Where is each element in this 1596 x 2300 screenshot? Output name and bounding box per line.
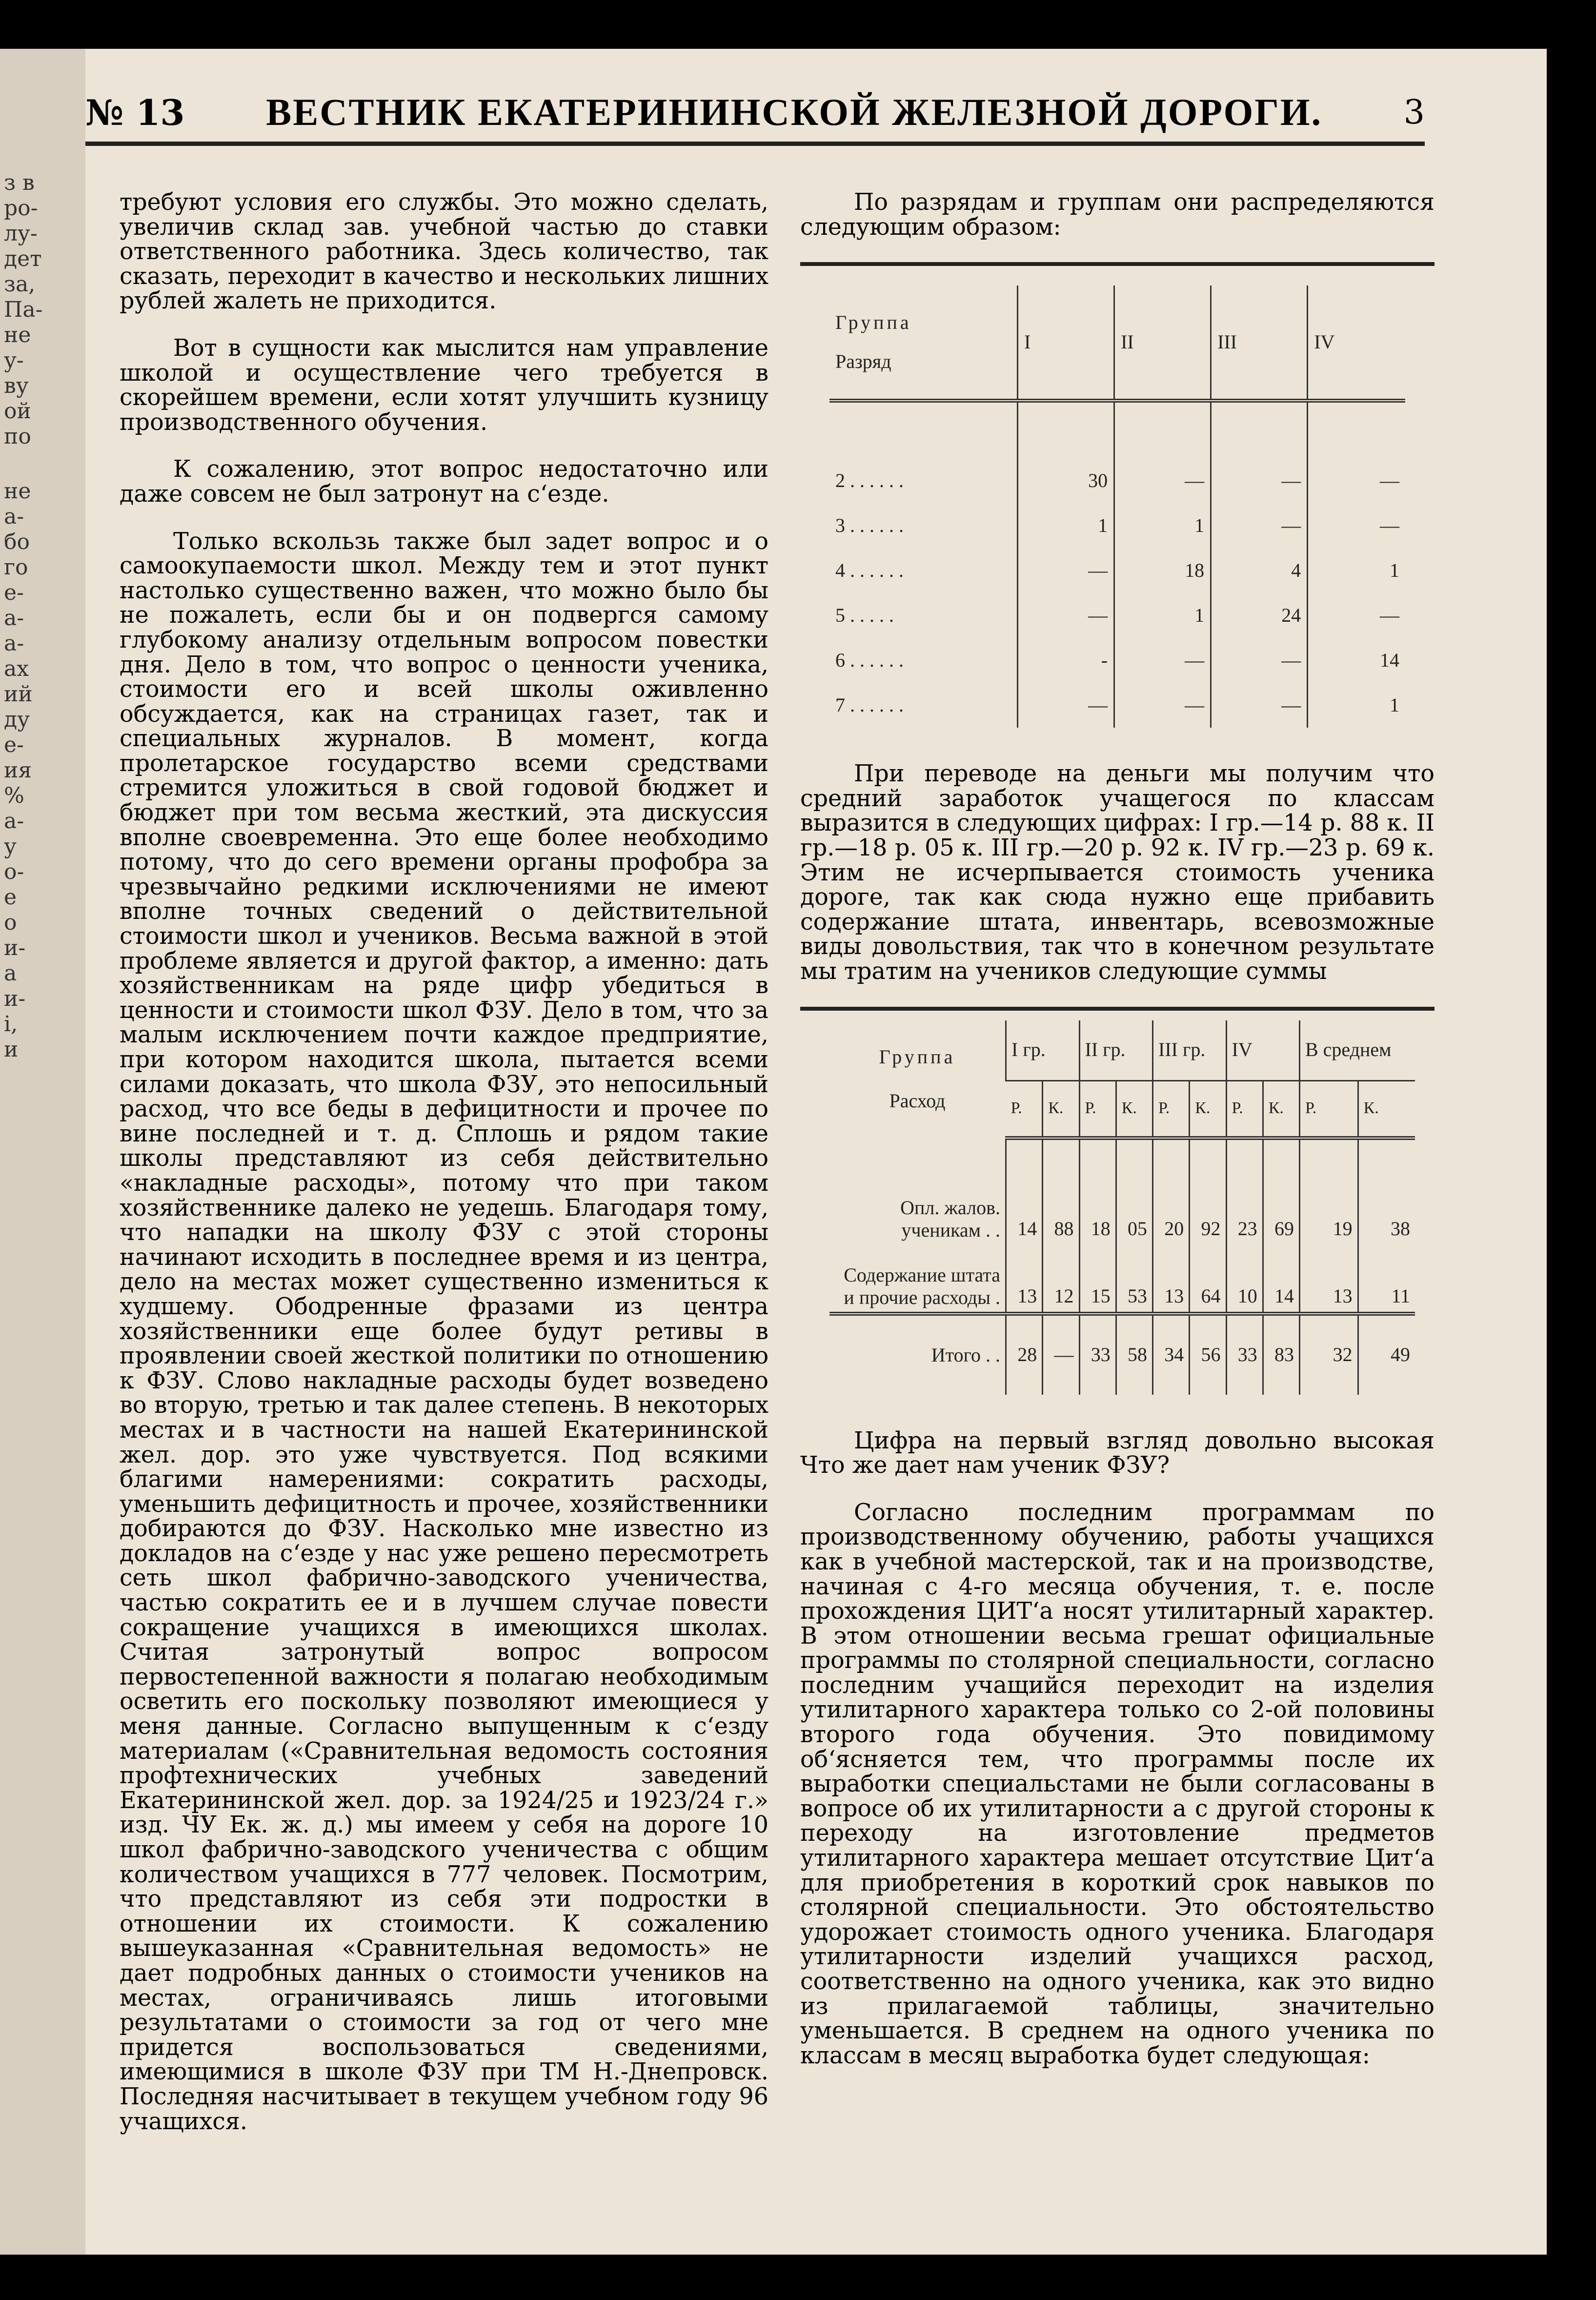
group-header: I гр. [1006,1020,1080,1081]
cell: — [1114,683,1211,728]
cell: — [1308,503,1405,548]
previous-page-text-fragment: о [4,910,17,935]
column-header: I [1018,285,1114,401]
previous-page-text-fragment: не [4,479,31,504]
table-corner-header [829,285,1018,401]
cell: 28 [1006,1314,1043,1395]
kopecks-subheader: К. [1190,1080,1226,1138]
cell: 12 [1043,1244,1079,1314]
previous-page-edge [0,49,88,2255]
previous-page-text-fragment: и- [4,986,26,1011]
cell: 64 [1190,1244,1226,1314]
table-row [829,503,1405,548]
cell: 1 [1018,503,1114,548]
paragraph: Согласно последним программам по производственному обучению, работы учащихся как в учебной мастерской, так и на производстве, начиная с 4-го месяца обучения, т. е. после прохождения ЦИТ‘а носят утилитарный характер. В этом отношении весьма грешат официальные программы по столярной специальности, согласно последним учащийся переходит на изделия утилитарного характера только со 2-ой половины второго года обучения. Это повидимому об‘ясняется тем, что программы после их выработки специальстами не были согласованы в вопросе об их утилитарности а с другой стороны к переходу на изготовление предметов утилитарного характера мешает отсутствие Цит‘а для приобретения в короткий срок навыков по столярной специальности. Это обстоятельство удорожает стоимость одного ученика. Благодаря утилитарности изделий учащихся расход, соответственно на одного ученика, как это видно из прилагаемой таблицы, значительно уменьшается. В среднем на одного ученика по классам в месяц выработка будет следующая: [800,1499,1434,2069]
cell: 13 [1153,1244,1190,1314]
previous-page-text-fragment: з в [4,170,35,195]
cell: 1 [1308,548,1405,593]
previous-page-text-fragment: не [4,323,31,347]
cell: 58 [1116,1314,1152,1395]
table-row [829,593,1405,638]
table-row [829,1138,1415,1244]
cell: 4 [1211,548,1308,593]
row-label: 4 . . . . . . [835,559,904,581]
cell: 33 [1226,1314,1263,1395]
paragraph: По разрядам и группам они распределяются следующим образом: [800,189,1434,241]
cell: 18 [1079,1138,1116,1244]
cell: 53 [1116,1244,1152,1314]
row-label: Опл. жалов. ученикам . . [900,1196,1000,1241]
table-row [829,548,1405,593]
cell: 56 [1190,1314,1226,1395]
cell: — [1018,683,1114,728]
cell: — [1308,401,1405,503]
previous-page-text-fragment: Па- [4,297,43,322]
issue-number: № 13 [85,91,185,133]
cell: 1 [1114,593,1211,638]
group-header: IV [1226,1020,1300,1081]
previous-page-text-fragment: ах [4,656,29,681]
cell: 1 [1114,503,1211,548]
group-header: III гр. [1153,1020,1227,1081]
previous-page-text-fragment: ой [4,399,31,424]
cell: — [1211,683,1308,728]
previous-page-text-fragment: бо [4,529,30,554]
table-row [829,1244,1415,1314]
previous-page-text-fragment: а- [4,631,24,656]
left-column [120,190,768,2157]
running-header [85,83,1425,146]
cell: 92 [1190,1138,1226,1244]
expenses-table [829,1020,1415,1395]
row-label: Содержание штата и прочие расходы . [844,1263,1000,1308]
paragraph: Только вскользь также был задет вопрос и о самоокупаемости школ. Между тем и этот пункт настолько существенно важен, что можно было бы не пожалеть, если бы и он подвергся самому глубокому анализу отдельным вопросом повестки дня. Дело в том, что вопрос о ценности ученика, стоимости его и всей школы оживленно обсуждается, как на страницах газет, так и специальных журналов. В момент, когда пролетарское государство всеми средствами стремится уложиться в свой годовой бюджет и бюджет при том весьма жесткий, эта дискуссия вполне своевременна. Это еще более необходимо потому, что до сего времени органы профобра за чрезвычайно редкими исключениями не имеют вполне точных сведений о действительной стоимости школ и учеников. Весьма важной в этой проблеме является и другой фактор, а именно: дать хозяйственникам на ряде цифр убедиться в ценности и стоимости школ ФЗУ. Дело в том, что за малым исключением почти каждое предприятие, при котором находится школа, пытается всеми силами доказать, что школа ФЗУ, это непосильный расход, что все беды в дефицитности и прочее по вине последней и т. д. Сплошь и рядом такие школы представляют из себя действительно «накладные расходы», потому что при таком хозяйственнике далеко не уедешь. Благодаря тому, что нападки на школу ФЗУ с этой стороны начинают исходить в последнее время и из центра, дело на местах может существенно измениться к худшему. Ободренные фразами из центра хозяйственники еще более будут ретивы в проявлении своей жесткой политики по отношению к ФЗУ. Слово накладные расходы будет возведено во вторую, третью и так далее степень. В некоторых местах и в частности на нашей Екатерининской жел. дор. это уже чувствуется. Под всякими благими намерениями: сократить расходы, уменьшить дефицитность и прочее, хозяйственники добираются до ФЗУ. Насколько мне известно из докладов на с‘езде у нас уже решено пересмотреть сеть школ фабрично-заводского ученичества, частью сократить ее и в лучшем случае повести сокращение учащихся в имеющихся школах. Считая затронутый вопрос вопросом первостепенной важности я полагаю необходимым осветить его поскольку позволяют имеющиеся у меня данные. Согласно выпущенным к с‘езду материалам («Сравнительная ведомость состояния профтехнических учебных заведений Екатерининской жел. дор. за 1924/25 и 1923/24 г.» изд. ЧУ Ек. ж. д.) мы имеем у себя на дороге 10 школ фабрично-заводского ученичества с общим количеством учащихся в 777 человек. Посмотрим, что представляют из себя эти подростки в отношении их стоимости. К сожалению вышеуказанная «Сравнительная ведомость» не дает подробных данных о стоимости учеников на местах, ограничиваясь лишь итоговыми результатами о стоимости за год от чего мне придется воспользоваться сведениями, имеющимися в школе ФЗУ при ТМ Н.-Днепровск. Последняя насчитывает в текущем учебном году 96 учащихся. [120,528,768,2135]
paragraph: Вот в сущности как мыслится нам управление школой и осуществление чего требуется в скорейшем времени, если хотят улучшить кузницу производственного обучения. [120,334,768,436]
cell: 33 [1079,1314,1116,1395]
table-row-total [829,1314,1415,1395]
previous-page-text-fragment: по [4,424,31,449]
cell: — [1308,593,1405,638]
cell: 14 [1263,1244,1299,1314]
row-label: 6 . . . . . . [835,649,904,671]
row-label: 3 . . . . . . [835,514,904,536]
column-header: II [1114,285,1211,401]
previous-page-text-fragment: ий [4,682,33,707]
cell: 15 [1079,1244,1116,1314]
previous-page-text-fragment: е- [4,733,24,757]
group-header: II гр. [1079,1020,1153,1081]
cell: 13 [1300,1244,1358,1314]
row-label: 5 . . . . . [835,604,894,626]
paragraph: требуют условия его службы. Это можно сделать, увеличив склад зав. учебной частью до ставки ответственного работника. Здесь количество, так сказать, переходит в качество и нескольких лишних рублей жалеть не приходится. [120,189,768,315]
previous-page-text-fragment: е- [4,580,24,605]
cell: 13 [1006,1244,1043,1314]
cell: 10 [1226,1244,1263,1314]
previous-page-text-fragment: а- [4,606,24,631]
column-header: IV [1308,285,1405,401]
previous-page-text-fragment: ду [4,707,30,732]
right-column [800,190,1434,2091]
previous-page-text-fragment: дет [4,246,42,271]
rubles-subheader: Р. [1153,1080,1190,1138]
cell: 18 [1114,548,1211,593]
row-label: 7 . . . . . . [835,693,904,716]
cell: — [1211,401,1308,503]
cell: — [1211,503,1308,548]
previous-page-text-fragment: и [4,1037,19,1062]
previous-page-text-fragment: і, [4,1012,18,1037]
row-label: 2 . . . . . . [835,469,904,491]
cell: 32 [1300,1314,1358,1395]
corner-bottom-label: Разряд [835,350,891,373]
cell: 30 [1018,401,1114,503]
previous-page-text-fragment: е [4,885,17,910]
table-row [829,638,1405,683]
cell: — [1018,548,1114,593]
kopecks-subheader: К. [1043,1080,1079,1138]
corner-bottom-label: Расход [889,1090,946,1112]
cell: 23 [1226,1138,1263,1244]
previous-page-text-fragment: а [4,961,17,986]
table-expenses [800,1007,1434,1395]
cell: 14 [1006,1138,1043,1244]
cell: 24 [1211,593,1308,638]
previous-page-text-fragment: ро- [4,196,38,221]
paragraph: Цифра на первый взгляд довольно высокая Что же дает нам ученик ФЗУ? [800,1427,1434,1479]
paragraph: К сожалению, этот вопрос недостаточно или даже совсем не был затронут на с‘езде. [120,456,768,508]
table-corner-header [829,1020,1006,1138]
rubles-subheader: Р. [1226,1080,1263,1138]
previous-page-text-fragment: а- [4,809,24,834]
cell: 05 [1116,1138,1152,1244]
cell: 49 [1358,1314,1415,1395]
previous-page-text-fragment: ву [4,373,29,398]
cell: - [1018,638,1114,683]
corner-top-label: Группа [835,311,912,334]
previous-page-text-fragment: за, [4,272,36,297]
table-row [829,401,1405,503]
cell: 34 [1153,1314,1190,1395]
journal-title: ВЕСТНИК ЕКАТЕРИНИНСКОЙ ЖЕЛЕЗНОЙ ДОРОГИ. [266,91,1323,133]
previous-page-text-fragment: у [4,834,17,859]
previous-page-text-fragment: лу- [4,221,38,246]
previous-page-text-fragment: а- [4,504,24,529]
group-header: В среднем [1300,1020,1415,1081]
previous-page-text-fragment: го [4,555,28,580]
previous-page-text-fragment: о- [4,859,24,884]
cell: 88 [1043,1138,1079,1244]
rubles-subheader: Р. [1079,1080,1116,1138]
kopecks-subheader: К. [1358,1080,1415,1138]
cell: 69 [1263,1138,1299,1244]
cell: 83 [1263,1314,1299,1395]
cell: — [1018,593,1114,638]
previous-page-text-fragment: ия [4,758,32,783]
corner-top-label: Группа [879,1046,956,1068]
cell: 14 [1308,638,1405,683]
paragraph: При переводе на деньги мы получим что средний заработок учащегося по классам выразится в следующих цифрах: I гр.—14 р. 88 к. II гр.—18 р. 05 к. III гр.—20 р. 92 к. IV гр.—23 р. 69 к. Этим не исчерпывается стоимость ученика дороге, так как сюда нужно еще прибавить содержание штата, инвентарь, всевозможные виды довольствия, так что в конечном результате мы тратим на учеников следующие суммы [800,760,1434,985]
kopecks-subheader: К. [1116,1080,1152,1138]
cell: — [1114,401,1211,503]
previous-page-text-fragment: % [4,783,24,808]
cell: — [1114,638,1211,683]
table-row [829,683,1405,728]
page-number: 3 [1403,93,1425,132]
column-header: III [1211,285,1308,401]
table-ranks-by-group [800,262,1434,728]
row-label: Итого . . [829,1314,1006,1395]
rubles-subheader: Р. [1300,1080,1358,1138]
previous-page-text-fragment: и- [4,936,26,960]
rubles-subheader: Р. [1006,1080,1043,1138]
cell: 1 [1308,683,1405,728]
cell: — [1043,1314,1079,1395]
cell: 19 [1300,1138,1358,1244]
kopecks-subheader: К. [1263,1080,1299,1138]
cell: 20 [1153,1138,1190,1244]
cell: — [1211,638,1308,683]
previous-page-text-fragment: у- [4,348,24,373]
cell: 38 [1358,1138,1415,1244]
distribution-table [829,285,1405,728]
cell: 11 [1358,1244,1415,1314]
